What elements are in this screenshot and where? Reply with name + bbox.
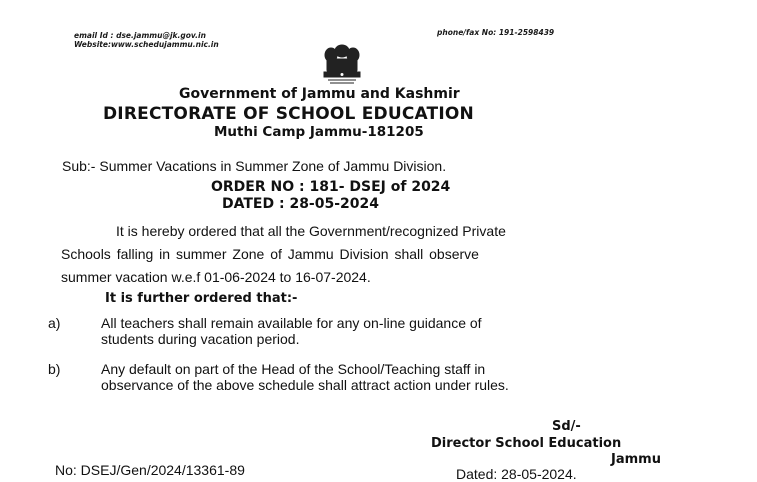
directorate-heading: DIRECTORATE OF SCHOOL EDUCATION [103,104,474,124]
signature-sd: Sd/- [552,419,581,434]
paragraph-line-2: Schools falling in summer Zone of Jammu Division shall observe [61,246,479,262]
further-ordered-heading: It is further ordered that:- [105,291,298,306]
item-marker: a) [48,315,61,331]
state-emblem-icon [318,42,366,86]
item-a-line-1: All teachers shall remain available for any on-line guidance of [101,315,482,331]
signature-date: Dated: 28-05-2024. [456,466,577,482]
signatory-place: Jammu [611,452,661,467]
paragraph-line-1: It is hereby ordered that all the Government/recognized Private [116,223,506,239]
item-a-line-2: students during vacation period. [101,331,300,347]
email-line: email Id : dse.jammu@jk.gov.in [74,31,206,40]
order-date: DATED : 28-05-2024 [222,196,380,212]
reference-number: No: DSEJ/Gen/2024/13361-89 [55,462,245,478]
item-marker: b) [48,361,61,377]
address-line: Muthi Camp Jammu-181205 [214,124,424,140]
website-line: Website:www.schedujammu.nic.in [74,40,219,49]
item-b-line-2: observance of the above schedule shall attract action under rules. [101,377,509,393]
signatory-title: Director School Education [431,436,622,451]
paragraph-line-3: summer vacation w.e.f 01-06-2024 to 16-07-2024. [61,269,371,285]
subject-line: Sub:- Summer Vacations in Summer Zone of Jammu Division. [62,158,447,174]
order-number: ORDER NO : 181- DSEJ of 2024 [211,179,451,195]
government-heading: Government of Jammu and Kashmir [179,86,460,102]
item-b-line-1: Any default on part of the Head of the School/Teaching staff in [101,361,486,377]
phone-fax-line: phone/fax No: 191-2598439 [437,28,555,37]
